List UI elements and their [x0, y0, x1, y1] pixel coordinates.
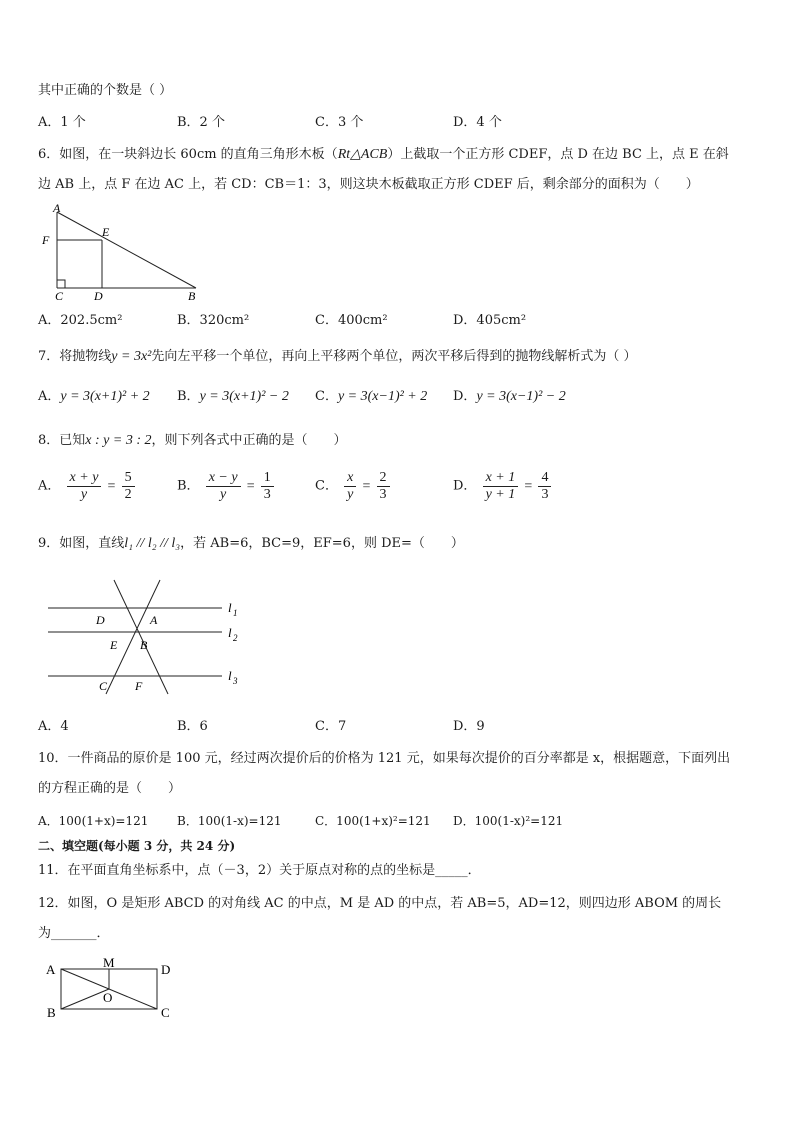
q6-option-a[interactable]: A．202.5cm²: [38, 313, 123, 328]
q6-option-b[interactable]: B．320cm²: [177, 313, 250, 328]
q5-tail: 其中正确的个数是（ ）: [38, 83, 173, 98]
label-e: E: [102, 225, 110, 239]
q10-option-a[interactable]: A．100(1+x)=121: [38, 814, 149, 828]
q6-line1: 6．如图，在一块斜边长 60cm 的直角三角形木板（Rt△ACB）上截取一个正方形 CDEF，点 D 在边 BC 上，点 E 在斜: [38, 147, 729, 162]
label-l2: l: [228, 625, 232, 640]
q5-option-c[interactable]: C．3 个: [315, 115, 364, 130]
transversal-ac: [106, 580, 160, 694]
q8-option-a[interactable]: A． $\frac{x + y}{y}$ = $\frac{5}{2}$: [38, 470, 137, 503]
label-f: F: [42, 233, 50, 247]
label-d: D: [161, 962, 171, 977]
label-d: D: [96, 613, 105, 627]
q9-figure: [38, 576, 248, 698]
q6-figure: [38, 200, 208, 306]
side-ab: [57, 212, 196, 288]
label-l3: l: [228, 668, 232, 683]
transversal-df: [114, 580, 168, 694]
q10-line2: 的方程正确的是（ ）: [38, 781, 182, 796]
q10-option-c[interactable]: C．100(1+x)²=121: [315, 814, 431, 828]
label-f: F: [135, 679, 143, 693]
q7-option-a[interactable]: A．y = 3(x+1)² + 2: [38, 389, 150, 404]
q7-option-c[interactable]: C．y = 3(x−1)² + 2: [315, 389, 428, 404]
label-l3-sub: 3: [233, 676, 238, 686]
q9-stem: 9．如图，直线l₁ // l₂ // l₃，若 AB=6，BC=9，EF=6，则 DE=（ ）: [38, 536, 464, 551]
q5-option-b[interactable]: B．2 个: [177, 115, 225, 130]
q8-option-c[interactable]: C． $\frac{x}{y}$ = $\frac{2}{3}$: [315, 470, 392, 503]
label-m: M: [103, 955, 115, 970]
q8-stem: 8．已知x : y = 3 : 2，则下列各式中正确的是（ ）: [38, 433, 347, 448]
q7-option-d[interactable]: D．y = 3(x−1)² − 2: [453, 389, 566, 404]
label-b: B: [47, 1005, 56, 1020]
q8-option-d[interactable]: D． $\frac{x + 1}{y + 1}$ = $\frac{4}{3}$: [453, 470, 553, 503]
right-angle-mark: [57, 280, 65, 288]
label-d: D: [94, 289, 103, 303]
label-a: A: [46, 962, 56, 977]
label-a: A: [53, 201, 61, 215]
q9-option-a[interactable]: A．4: [38, 719, 69, 734]
label-a: A: [150, 613, 158, 627]
q11-stem: 11．在平面直角坐标系中，点（－3，2）关于原点对称的点的坐标是_____．: [38, 863, 481, 878]
q8-option-b[interactable]: B． $\frac{x - y}{y}$ = $\frac{1}{3}$: [177, 470, 276, 503]
q9-option-c[interactable]: C．7: [315, 719, 347, 734]
segment-bo: [61, 989, 109, 1009]
section-heading-fill-in: 二、填空题(每小题 3 分，共 24 分): [38, 839, 236, 853]
q9-option-b[interactable]: B．6: [177, 719, 208, 734]
q6-option-d[interactable]: D．405cm²: [453, 313, 527, 328]
q6-option-c[interactable]: C．400cm²: [315, 313, 388, 328]
label-b: B: [188, 289, 196, 303]
q7-stem: 7．将抛物线y = 3x²先向左平移一个单位，再向上平移两个单位，两次平移后得到的抛物线解析式为（ ）: [38, 349, 637, 364]
label-o: O: [103, 990, 113, 1005]
q12-figure: [40, 954, 180, 1024]
label-c: C: [99, 679, 108, 693]
q6-line2: 边 AB 上，点 F 在边 AC 上，若 CD：CB＝1：3，则这块木板截取正方形 CDEF 后，剩余部分的面积为（ ）: [38, 177, 699, 192]
label-l2-sub: 2: [233, 633, 238, 643]
label-e: E: [110, 638, 118, 652]
label-b: B: [140, 638, 148, 652]
q12-line1: 12．如图，O 是矩形 ABCD 的对角线 AC 的中点，M 是 AD 的中点，若 AB=5，AD=12，则四边形 ABOM 的周长: [38, 896, 722, 911]
label-c: C: [55, 289, 64, 303]
q10-option-d[interactable]: D．100(1-x)²=121: [453, 814, 564, 828]
q10-line1: 10．一件商品的原价是 100 元，经过两次提价后的价格为 121 元，如果每次提价的百分率都是 x，根据题意，下面列出: [38, 751, 731, 766]
q5-option-a[interactable]: A．1 个: [38, 115, 86, 130]
q7-option-b[interactable]: B．y = 3(x+1)² − 2: [177, 389, 289, 404]
q9-option-d[interactable]: D．9: [453, 719, 485, 734]
label-l1-sub: 1: [233, 608, 238, 618]
q5-option-d[interactable]: D．4 个: [453, 115, 502, 130]
label-c: C: [161, 1005, 170, 1020]
q12-line2: 为_______．: [38, 926, 110, 941]
q10-option-b[interactable]: B．100(1-x)=121: [177, 814, 282, 828]
label-l1: l: [228, 600, 232, 615]
